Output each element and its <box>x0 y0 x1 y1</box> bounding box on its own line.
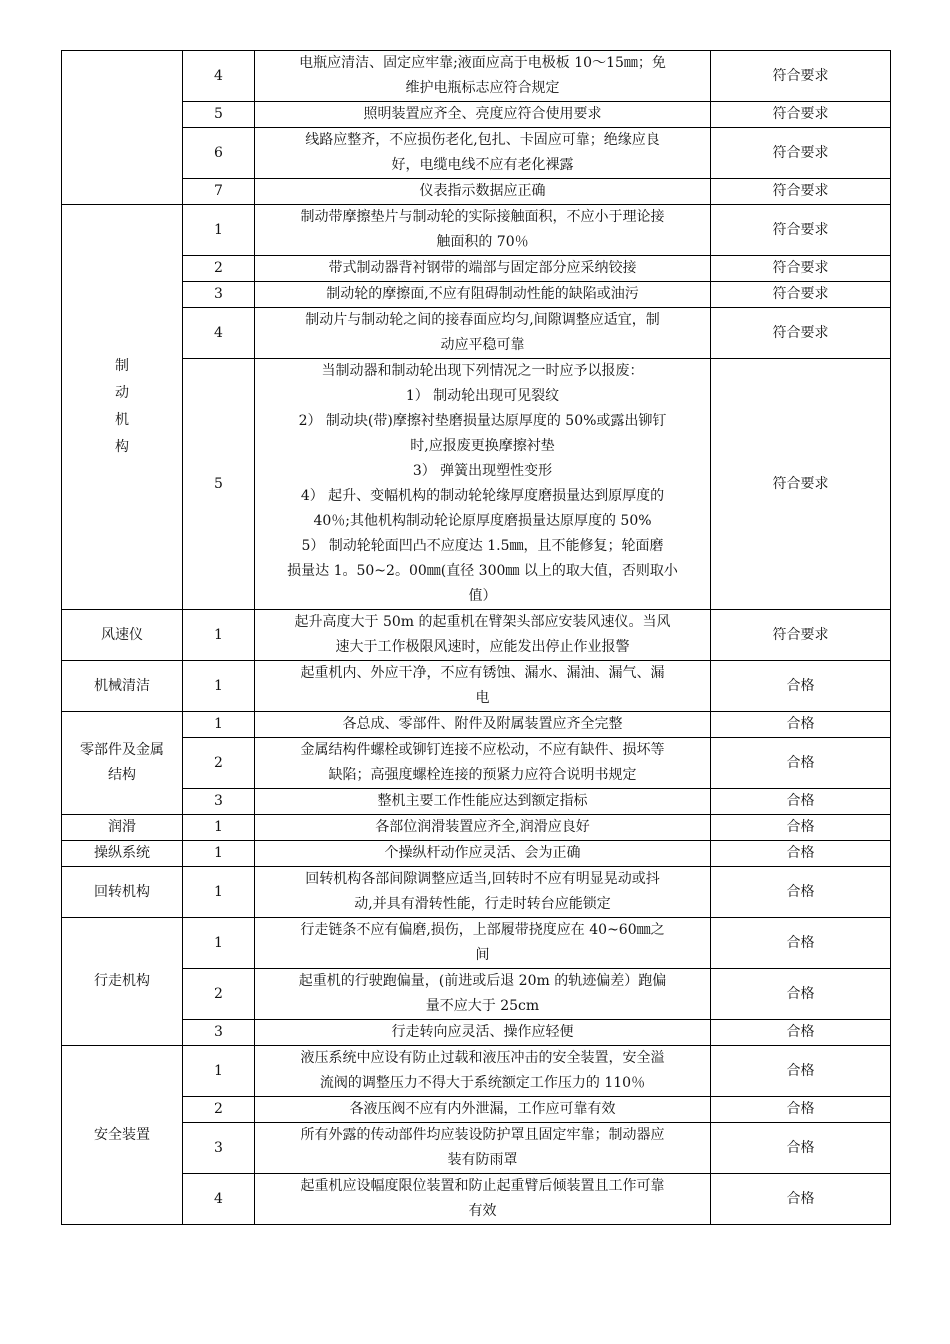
result-cell: 合格 <box>711 1123 891 1174</box>
table-row <box>62 1123 891 1174</box>
requirement-cell: 起升高度大于 50m 的起重机在臂架头部应安装风速仪。当风 速大于工作极限风速时，应能发出停止作业报警 <box>255 610 711 661</box>
requirement-cell: 各总成、零部件、附件及附属装置应齐全完整 <box>255 712 711 738</box>
table-row <box>62 841 891 867</box>
result-cell: 合格 <box>711 918 891 969</box>
item-number: 1 <box>183 815 255 841</box>
requirement-cell: 带式制动器背衬钢带的端部与固定部分应采纳铰接 <box>255 256 711 282</box>
table-row <box>62 1174 891 1225</box>
item-number: 3 <box>183 1123 255 1174</box>
requirement-cell: 各部位润滑装置应齐全,润滑应良好 <box>255 815 711 841</box>
item-number: 2 <box>183 1097 255 1123</box>
result-cell: 符合要求 <box>711 128 891 179</box>
inspection-table-container <box>61 50 891 1225</box>
item-number: 4 <box>183 308 255 359</box>
result-cell: 符合要求 <box>711 179 891 205</box>
category-cell: 行走机构 <box>62 918 183 1046</box>
category-cell: 润滑 <box>62 815 183 841</box>
requirement-cell: 起重机内、外应干净，不应有锈蚀、漏水、漏油、漏气、漏 电 <box>255 661 711 712</box>
table-row <box>62 1020 891 1046</box>
inspection-table <box>61 50 891 1225</box>
requirement-cell: 回转机构各部间隙调整应适当,回转时不应有明显晃动或抖 动,并具有滑转性能，行走时转台应能锁定 <box>255 867 711 918</box>
requirement-cell: 制动轮的摩擦面,不应有阻碍制动性能的缺陷或油污 <box>255 282 711 308</box>
requirement-cell: 个操纵杆动作应灵活、会为正确 <box>255 841 711 867</box>
table-row <box>62 256 891 282</box>
table-row <box>62 918 891 969</box>
item-number: 3 <box>183 1020 255 1046</box>
table-row <box>62 51 891 102</box>
result-cell: 符合要求 <box>711 102 891 128</box>
item-number: 1 <box>183 712 255 738</box>
category-cell: 操纵系统 <box>62 841 183 867</box>
table-row <box>62 128 891 179</box>
table-row <box>62 179 891 205</box>
requirement-cell: 制动片与制动轮之间的接春面应均匀,间隙调整应适宜，制 动应平稳可靠 <box>255 308 711 359</box>
result-cell: 符合要求 <box>711 51 891 102</box>
table-row <box>62 712 891 738</box>
result-cell: 符合要求 <box>711 308 891 359</box>
category-cell: 零部件及金属 结构 <box>62 712 183 815</box>
table-row <box>62 969 891 1020</box>
category-cell: 安全装置 <box>62 1046 183 1225</box>
requirement-cell: 行走转向应灵活、操作应轻便 <box>255 1020 711 1046</box>
result-cell: 合格 <box>711 969 891 1020</box>
requirement-cell: 各液压阀不应有内外泄漏，工作应可靠有效 <box>255 1097 711 1123</box>
item-number: 2 <box>183 969 255 1020</box>
item-number: 1 <box>183 867 255 918</box>
category-cell: 风速仪 <box>62 610 183 661</box>
item-number: 7 <box>183 179 255 205</box>
result-cell: 合格 <box>711 867 891 918</box>
category-cell-brake-mechanism: 制 动 机 构 <box>62 205 183 610</box>
item-number: 5 <box>183 102 255 128</box>
result-cell: 合格 <box>711 1097 891 1123</box>
item-number: 1 <box>183 1046 255 1097</box>
category-cell: 回转机构 <box>62 867 183 918</box>
requirement-cell: 仪表指示数据应正确 <box>255 179 711 205</box>
result-cell: 合格 <box>711 841 891 867</box>
requirement-cell: 起重机的行驶跑偏量，(前进或后退 20m 的轨迹偏差）跑偏 量不应大于 25cm <box>255 969 711 1020</box>
table-row <box>62 1097 891 1123</box>
table-row <box>62 815 891 841</box>
table-row <box>62 738 891 789</box>
requirement-cell: 电瓶应清洁、固定应牢靠;液面应高于电极板 10～15㎜；免 维护电瓶标志应符合规定 <box>255 51 711 102</box>
result-cell: 合格 <box>711 1020 891 1046</box>
table-row <box>62 610 891 661</box>
result-cell: 合格 <box>711 712 891 738</box>
item-number: 1 <box>183 841 255 867</box>
requirement-cell: 所有外露的传动部件均应装设防护罩且固定牢靠；制动器应 装有防雨罩 <box>255 1123 711 1174</box>
requirement-cell: 整机主要工作性能应达到额定指标 <box>255 789 711 815</box>
result-cell: 符合要求 <box>711 610 891 661</box>
table-row <box>62 867 891 918</box>
result-cell: 符合要求 <box>711 256 891 282</box>
table-row <box>62 102 891 128</box>
requirement-cell: 起重机应设幅度限位装置和防止起重臂后倾装置且工作可靠 有效 <box>255 1174 711 1225</box>
table-row <box>62 789 891 815</box>
item-number: 1 <box>183 918 255 969</box>
requirement-cell: 照明装置应齐全、亮度应符合使用要求 <box>255 102 711 128</box>
result-cell: 合格 <box>711 738 891 789</box>
item-number: 3 <box>183 789 255 815</box>
table-row <box>62 661 891 712</box>
requirement-cell: 制动带摩擦垫片与制动轮的实际接触面积，不应小于理论接 触面积的 70％ <box>255 205 711 256</box>
result-cell: 合格 <box>711 815 891 841</box>
requirement-cell: 行走链条不应有偏磨,损伤，上部履带挠度应在 40~60㎜之 间 <box>255 918 711 969</box>
requirement-cell: 液压系统中应设有防止过载和液压冲击的安全装置，安全溢 流阀的调整压力不得大于系统额定工作压力的 110％ <box>255 1046 711 1097</box>
result-cell: 合格 <box>711 1174 891 1225</box>
result-cell: 合格 <box>711 1046 891 1097</box>
result-cell: 符合要求 <box>711 359 891 610</box>
result-cell: 符合要求 <box>711 282 891 308</box>
table-row <box>62 359 891 610</box>
item-number: 4 <box>183 1174 255 1225</box>
item-number: 5 <box>183 359 255 610</box>
category-cell <box>62 51 183 205</box>
result-cell: 合格 <box>711 661 891 712</box>
table-row <box>62 308 891 359</box>
item-number: 2 <box>183 256 255 282</box>
item-number: 6 <box>183 128 255 179</box>
requirement-cell: 当制动器和制动轮出现下列情况之一时应予以报废： 1） 制动轮出现可见裂纹 2） 制动块(带)摩擦衬垫磨损量达原厚度的 50%或露出铆钉 时,应报废更换摩擦衬垫 3） 弹簧出现塑性变形 4） 起升、变幅机构的制动轮轮缘厚度磨损量达到原厚度的 40％;其他机构制动轮论原厚度磨损量达原厚度的 50% 5） 制动轮轮面凹凸不应度达 1.5㎜，且不能修复；轮面磨 损量达 1。50~2。00㎜(直径 300㎜ 以上的取大值，否则取小 值） <box>255 359 711 610</box>
table-row <box>62 1046 891 1097</box>
result-cell: 符合要求 <box>711 205 891 256</box>
requirement-cell: 金属结构件螺栓或铆钉连接不应松动，不应有缺件、损坏等 缺陷；高强度螺栓连接的预紧力应符合说明书规定 <box>255 738 711 789</box>
item-number: 3 <box>183 282 255 308</box>
table-row <box>62 205 891 256</box>
item-number: 1 <box>183 610 255 661</box>
item-number: 1 <box>183 205 255 256</box>
item-number: 4 <box>183 51 255 102</box>
requirement-cell: 线路应整齐，不应损伤老化,包扎、卡固应可靠；绝缘应良 好，电缆电线不应有老化裸露 <box>255 128 711 179</box>
category-cell: 机械清洁 <box>62 661 183 712</box>
item-number: 1 <box>183 661 255 712</box>
result-cell: 合格 <box>711 789 891 815</box>
item-number: 2 <box>183 738 255 789</box>
table-row <box>62 282 891 308</box>
